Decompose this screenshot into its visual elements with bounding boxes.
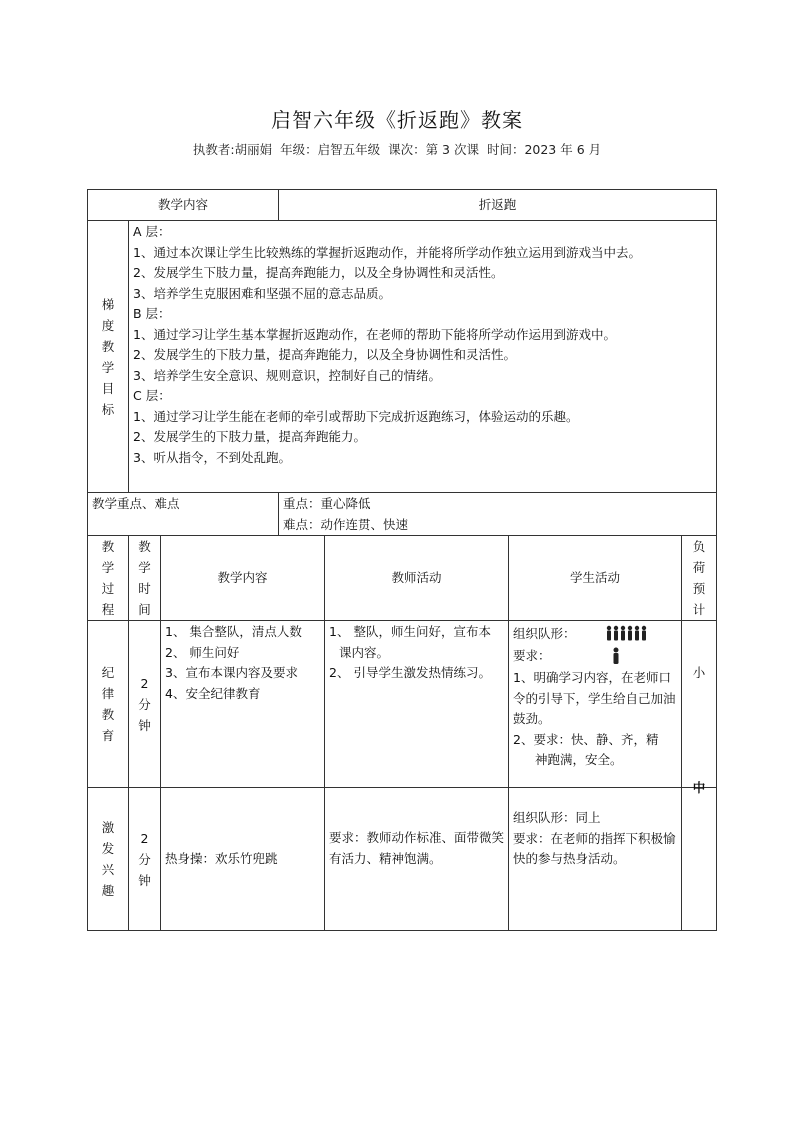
- teacher-name: 执教者:胡丽娟: [192, 142, 273, 157]
- stage1-student: 组织队形： 要求： 1、明确学习内容，在老师口令的引导下，学生给自己加油鼓劲。 2、要求：快、静、齐，精 神跑满，安全。: [509, 621, 682, 788]
- stage1-name: 纪 律 教 育: [88, 621, 129, 788]
- stage1-time: 2 分 钟: [129, 621, 161, 788]
- col-time: 教 学 时 间: [129, 536, 161, 621]
- stage1-content: 1、 集合整队，清点人数 2、 师生问好 3、宣布本课内容及要求 4、安全纪律教育: [161, 621, 325, 788]
- lesson-plan-table: [87, 189, 717, 931]
- goal-a-1: 1、通过本次课让学生比较熟练的掌握折返跑动作，并能将所学动作独立运用到游戏当中去。: [133, 244, 641, 260]
- col-stage: 教 学 过 程: [88, 536, 129, 621]
- content-value: 折返跑: [279, 190, 717, 221]
- goal-a-2: 2、发展学生下肢力量，提高奔跑能力，以及全身协调性和灵活性。: [133, 265, 504, 280]
- lesson-title: 启智六年级《折返跑》教案: [271, 108, 523, 132]
- goal-b-head: B 层：: [133, 306, 171, 321]
- goal-b-1: 1、通过学习让学生基本掌握折返跑动作，在老师的帮助下能将所学动作运用到游戏中。: [133, 326, 616, 342]
- col-teacher: 教师活动: [325, 536, 509, 621]
- difficult-point: 难点：动作连贯、快速: [283, 516, 409, 532]
- goals-label: 梯 度 教 学 目 标: [88, 221, 129, 493]
- grade: 年级：启智五年级: [280, 142, 381, 157]
- formation-people-icon: [606, 625, 650, 645]
- goal-c-head: C 层：: [133, 388, 171, 403]
- goal-c-3: 3、听从指令，不到处乱跑。: [133, 449, 291, 465]
- key-point: 重点：重心降低: [283, 496, 371, 511]
- goal-c-1: 1、通过学习让学生能在老师的牵引或帮助下完成折返跑练习，体验运动的乐趣。: [133, 408, 579, 424]
- lesson-number: 课次：第 3 次课: [388, 142, 479, 157]
- lesson-meta: [0, 140, 794, 158]
- goal-b-3: 3、培养学生安全意识、规则意识，控制好自己的情绪。: [133, 367, 441, 383]
- col-content: 教学内容: [161, 536, 325, 621]
- col-load: 负 荷 预 计: [682, 536, 717, 621]
- goal-a-head: A 层：: [133, 224, 171, 239]
- keypoints-label: 教学重点、难点: [88, 493, 279, 536]
- goal-a-3: 3、培养学生克服困难和坚强不屈的意志品质。: [133, 285, 391, 301]
- teacher-figure-icon: [611, 647, 621, 667]
- stage2-name: 激 发 兴 趣: [88, 788, 129, 931]
- goals-content: [129, 221, 717, 493]
- stage1-teacher: 1、 整队，师生问好，宣布本 课内容。 2、 引导学生激发热情练习。: [325, 621, 509, 788]
- goal-c-2: 2、发展学生的下肢力量，提高奔跑能力。: [133, 429, 366, 444]
- goal-b-2: 2、发展学生的下肢力量，提高奔跑能力，以及全身协调性和灵活性。: [133, 347, 516, 362]
- col-student: 学生活动: [509, 536, 682, 621]
- stage1-load: 小: [682, 621, 717, 788]
- stage2-content: 热身操：欢乐竹兜跳: [161, 788, 325, 931]
- keypoints-content: [279, 493, 717, 536]
- stage2-student: 组织队形：同上 要求：在老师的指挥下积极愉快的参与热身活动。: [509, 788, 682, 931]
- content-label: 教学内容: [88, 190, 279, 221]
- stage2-time: 2 分 钟: [129, 788, 161, 931]
- lesson-time: 时间：2023 年 6 月: [486, 142, 602, 157]
- stage2-load: 中: [682, 778, 717, 921]
- stage2-teacher: 要求：教师动作标准、面带微笑有活力、精神饱满。: [325, 788, 509, 931]
